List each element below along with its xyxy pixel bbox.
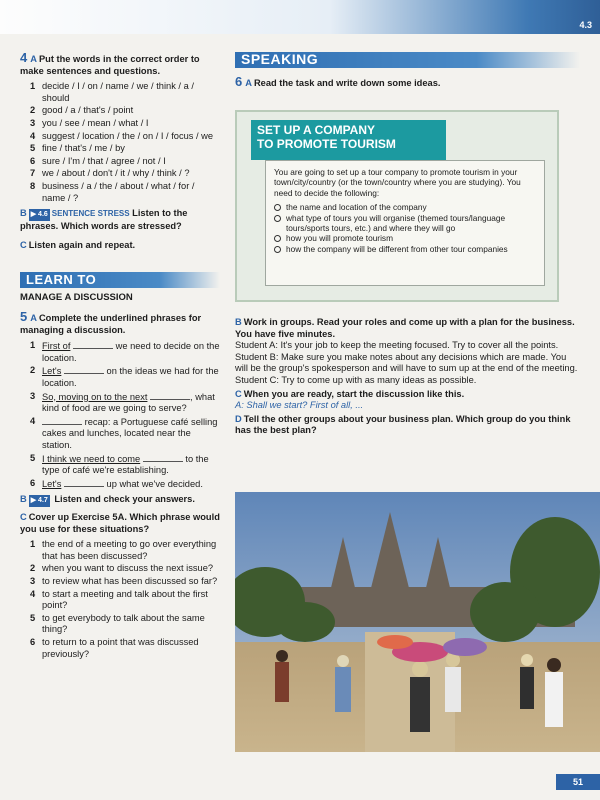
answer-blank[interactable] — [64, 365, 104, 374]
exercise-5b — [20, 494, 220, 507]
exercise-letter: D — [235, 413, 242, 424]
list-item: 5 to get everybody to talk about the same thing? — [30, 612, 205, 635]
list-item: 1 the end of a meeting to go over everything that has been discussed? — [30, 539, 217, 561]
exercise-4c — [20, 240, 220, 252]
task-box-content — [265, 160, 545, 286]
audio-track-icon[interactable]: ▶ 4.7 — [29, 495, 50, 507]
learn-to-heading: LEARN TO — [20, 272, 220, 288]
answer-blank[interactable] — [42, 416, 82, 425]
list-item: 3 to review what has been discussed so far? — [30, 575, 218, 586]
exercise-5a-items — [20, 340, 220, 490]
list-item: 5 I think we need to come to the type of café we're establishing. — [30, 452, 209, 476]
exercise-6b-d — [235, 317, 580, 437]
task-box — [235, 110, 559, 302]
temple-illustration — [235, 492, 600, 752]
list-item: 2 when you want to discuss the next issue? — [30, 563, 214, 574]
list-item: 1 decide / I / on / name / we / think / a / should — [30, 81, 194, 103]
exercise-4a-items — [20, 81, 220, 204]
task-intro: You are going to set up a tour company to promote tourism in your town/city/country (or the town/country where you are studying). You need to decide the following: — [274, 167, 521, 198]
instruction: When you are ready, start the discussion like this. — [243, 388, 465, 399]
instruction: Read the task and write down some ideas. — [253, 77, 441, 88]
exercise-letter: B — [20, 494, 27, 505]
exercise-4b — [20, 208, 220, 232]
exercise-letter: C — [20, 512, 27, 522]
list-item: 6 to return to a point that was discussed previously? — [30, 636, 199, 659]
list-item: 1 First of we need to decide on the location. — [30, 340, 220, 363]
exercise-letter: B — [20, 208, 27, 219]
list-item: 4 suggest / location / the / on / I / focus / we — [30, 130, 214, 141]
instruction: Tell the other groups about your business plan. Which group do you think has the best plan? — [235, 413, 571, 436]
list-item: 4 recap: a Portuguese café selling cakes and lunches, located near the station. — [30, 415, 218, 451]
instruction: Put the words in the correct order to make sentences and questions. — [20, 54, 200, 76]
list-item: 2 good / a / that's / point — [30, 105, 134, 116]
exercise-letter: A — [245, 77, 252, 88]
list-item: 6 Let's up what we've decided. — [30, 477, 203, 489]
top-banner — [0, 0, 600, 34]
exercise-number: 4 — [20, 50, 28, 65]
student-c-role: Student C: Try to come up with as many ideas as possible. — [235, 374, 477, 385]
list-item: 8 business / a / the / about / what / for / name / ? — [30, 180, 195, 203]
instruction: Complete the underlined phrases for managing a discussion. — [20, 313, 202, 335]
task-box-title: SET UP A COMPANY TO PROMOTE TOURISM — [251, 120, 446, 160]
example-line: A: Shall we start? First of all, ... — [235, 400, 364, 411]
exercise-number: 6 — [235, 73, 243, 89]
right-column — [235, 51, 580, 436]
exercise-6b — [235, 317, 580, 340]
answer-blank[interactable] — [143, 453, 183, 462]
answer-blank[interactable] — [150, 391, 190, 400]
exercise-5a — [20, 311, 220, 336]
exercise-5c-items — [20, 539, 220, 660]
list-item: 5 fine / that's / me / by — [30, 143, 125, 154]
instruction: Cover up Exercise 5A. Which phrase would you use for these situations? — [20, 512, 220, 534]
exercise-6a — [235, 73, 580, 90]
exercise-6d — [235, 414, 580, 437]
angkor-wat-photo — [235, 492, 600, 752]
instruction: Listen to the phrases. Which words are stressed? — [20, 208, 188, 231]
list-item: how the company will be different from other tour companies — [274, 244, 536, 254]
page-number: 51 — [556, 774, 600, 790]
list-item: 3 So, moving on to the next , what kind of food are we going to serve? — [30, 390, 215, 414]
list-item: the name and location of the company — [274, 202, 536, 212]
exercise-letter: C — [20, 240, 27, 251]
exercise-letter: A — [30, 313, 37, 324]
speaking-heading: SPEAKING — [235, 52, 580, 68]
learn-to-subtitle: MANAGE A DISCUSSION — [20, 291, 133, 303]
exercise-4a — [20, 52, 220, 77]
list-item: how you will promote tourism — [274, 233, 536, 243]
sentence-stress-label: SENTENCE STRESS — [51, 209, 130, 219]
student-b-role: Student B: Make sure you make notes about any decisions which are made. You will be the group's spokesperson and will have to sum up at the end of the meeting. — [235, 351, 578, 374]
list-item: 3 you / see / mean / what / I — [30, 117, 149, 128]
exercise-letter: B — [235, 317, 242, 327]
exercise-6c — [235, 389, 580, 401]
answer-blank[interactable] — [73, 340, 113, 349]
list-item: 7 we / about / don't / it / why / think / ? — [30, 168, 190, 179]
instruction: Listen and check your answers. — [54, 494, 195, 505]
exercise-letter: A — [30, 54, 37, 64]
exercise-number: 5 — [20, 309, 28, 325]
list-item: 2 Let's on the ideas we had for the location. — [30, 365, 219, 389]
list-item: what type of tours you will organise (themed tours/language tours/sports tours, etc.) and where they will go — [274, 213, 536, 234]
instruction: Listen again and repeat. — [28, 240, 136, 251]
task-points — [274, 202, 536, 254]
student-a-role: Student A: It's your job to keep the meeting focused. Try to cover all the points. — [235, 340, 559, 351]
audio-track-icon[interactable]: ▶ 4.6 — [29, 209, 50, 221]
left-column — [20, 52, 220, 661]
unit-tag: 4.3 — [579, 20, 592, 30]
exercise-letter: C — [235, 388, 242, 399]
instruction: Work in groups. Read your roles and come up with a plan for the business. You have five minutes. — [235, 317, 575, 339]
exercise-5c — [20, 512, 220, 535]
list-item: 4 to start a meeting and talk about the first point? — [30, 588, 208, 611]
list-item: 6 sure / I'm / that / agree / not / I — [30, 155, 166, 166]
answer-blank[interactable] — [64, 478, 104, 487]
